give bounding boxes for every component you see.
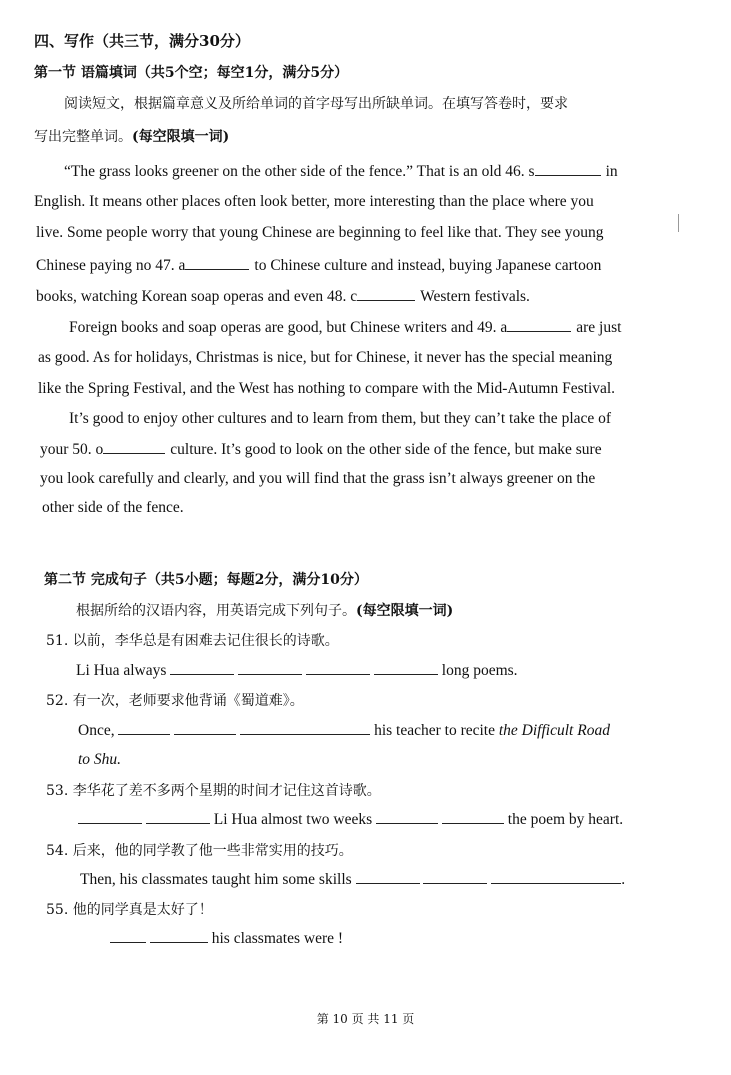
margin-mark xyxy=(678,214,679,232)
sentence-text: long poems. xyxy=(441,662,518,679)
part1-heading: 第一节 语篇填词（共5个空；每空1分，满分5分） xyxy=(34,65,349,81)
blank-51-1[interactable] xyxy=(170,661,234,675)
blank-53-2[interactable] xyxy=(146,810,210,824)
part2-instruction xyxy=(76,600,453,620)
blank-54-3[interactable] xyxy=(491,870,621,884)
blank-52-1[interactable] xyxy=(118,721,170,735)
question-52-prompt: 52. 有一次，老师要求他背诵《蜀道难》。 xyxy=(46,693,304,709)
part1-instruction-text: 写出完整单词。 xyxy=(34,129,132,145)
sentence-text: Li Hua always xyxy=(76,662,167,679)
passage-line xyxy=(36,256,601,275)
page-number: 第 10 页 共 11 页 xyxy=(316,1012,415,1026)
poem-title: the Difficult Road xyxy=(498,722,610,739)
blank-50[interactable] xyxy=(103,440,165,454)
part2-instruction-note: (每空限填一词) xyxy=(356,603,454,619)
blank-55-2[interactable] xyxy=(150,929,208,943)
blank-55-1[interactable] xyxy=(110,929,146,943)
sentence-text: Then, his classmates taught him some skills xyxy=(80,871,352,888)
blank-52-2[interactable] xyxy=(174,721,236,735)
blank-51-4[interactable] xyxy=(374,661,438,675)
blank-48[interactable] xyxy=(357,287,415,301)
question-52-sentence xyxy=(78,721,610,740)
blank-53-1[interactable] xyxy=(78,810,142,824)
passage-text: are just xyxy=(576,319,622,336)
part2-heading: 第二节 完成句子（共5小题；每题2分，满分10分） xyxy=(44,572,368,588)
passage-line xyxy=(36,287,530,306)
sentence-text: the poem by heart. xyxy=(507,811,624,828)
question-55-prompt: 55. 他的同学真是太好了！ xyxy=(46,902,213,918)
passage-text: Chinese paying no 47. a xyxy=(36,257,186,274)
question-51-sentence xyxy=(76,661,518,680)
question-54-prompt: 54. 后来，他的同学教了他一些非常实用的技巧。 xyxy=(46,843,353,859)
sentence-text: his classmates were ! xyxy=(211,930,344,947)
passage-line: live. Some people worry that young Chinese are beginning to feel like that. They see young xyxy=(36,224,604,241)
passage-text: books, watching Korean soap operas and even 48. c xyxy=(36,288,358,305)
passage-line xyxy=(40,440,602,459)
passage-line: as good. As for holidays, Christmas is nice, but for Chinese, it never has the special meaning xyxy=(38,349,613,366)
passage-text: to Chinese culture and instead, buying Japanese cartoon xyxy=(254,257,602,274)
part1-instruction-note: (每空限填一词) xyxy=(132,129,230,145)
section-title: 四、写作（共三节，满分30分） xyxy=(34,32,250,50)
blank-46[interactable] xyxy=(535,162,601,176)
passage-line: like the Spring Festival, and the West has nothing to compare with the Mid-Autumn Festival. xyxy=(38,380,616,397)
passage-text: your 50. o xyxy=(40,441,104,458)
passage-text: Foreign books and soap operas are good, but Chinese writers and 49. a xyxy=(69,319,508,336)
question-55-sentence xyxy=(110,929,343,948)
blank-51-3[interactable] xyxy=(306,661,370,675)
passage-line: English. It means other places often look better, more interesting than the place where you xyxy=(34,193,594,210)
passage-text: Western festivals. xyxy=(420,288,530,305)
part1-instruction-line1: 阅读短文，根据篇章意义及所给单词的首字母写出所缺单词。在填写答卷时，要求 xyxy=(64,96,568,112)
blank-54-2[interactable] xyxy=(423,870,487,884)
question-52-sentence-cont xyxy=(78,751,121,769)
blank-49[interactable] xyxy=(507,318,571,332)
sentence-text: his teacher to recite xyxy=(374,722,495,739)
sentence-text: Once, xyxy=(78,722,115,739)
passage-text: “The grass looks greener on the other side of the fence.” That is an old 46. s xyxy=(64,163,535,180)
blank-53-3[interactable] xyxy=(376,810,438,824)
question-53-sentence xyxy=(78,810,623,829)
question-53-prompt: 53. 李华花了差不多两个星期的时间才记住这首诗歌。 xyxy=(46,783,381,799)
blank-52-3[interactable] xyxy=(240,721,370,735)
passage-line xyxy=(64,162,618,181)
part2-instruction-text: 根据所给的汉语内容，用英语完成下列句子。 xyxy=(76,603,356,619)
blank-53-4[interactable] xyxy=(442,810,504,824)
sentence-text: Li Hua almost two weeks xyxy=(213,811,373,828)
passage-text: culture. It’s good to look on the other side of the fence, but make sure xyxy=(170,441,602,458)
passage-text: in xyxy=(605,163,618,180)
blank-54-1[interactable] xyxy=(356,870,420,884)
sentence-end: . xyxy=(621,871,626,888)
passage-line: other side of the fence. xyxy=(42,499,184,516)
passage-line: you look carefully and clearly, and you will find that the grass isn’t always greener on the xyxy=(40,470,596,487)
question-54-sentence xyxy=(80,870,625,889)
passage-line: It’s good to enjoy other cultures and to learn from them, but they can’t take the place of xyxy=(69,410,612,427)
blank-47[interactable] xyxy=(185,256,249,270)
passage-line xyxy=(69,318,621,337)
part1-instruction-line2 xyxy=(34,126,229,146)
question-51-prompt: 51. 以前，李华总是有困难去记住很长的诗歌。 xyxy=(46,633,339,649)
blank-51-2[interactable] xyxy=(238,661,302,675)
poem-title-cont: to Shu. xyxy=(78,751,122,768)
